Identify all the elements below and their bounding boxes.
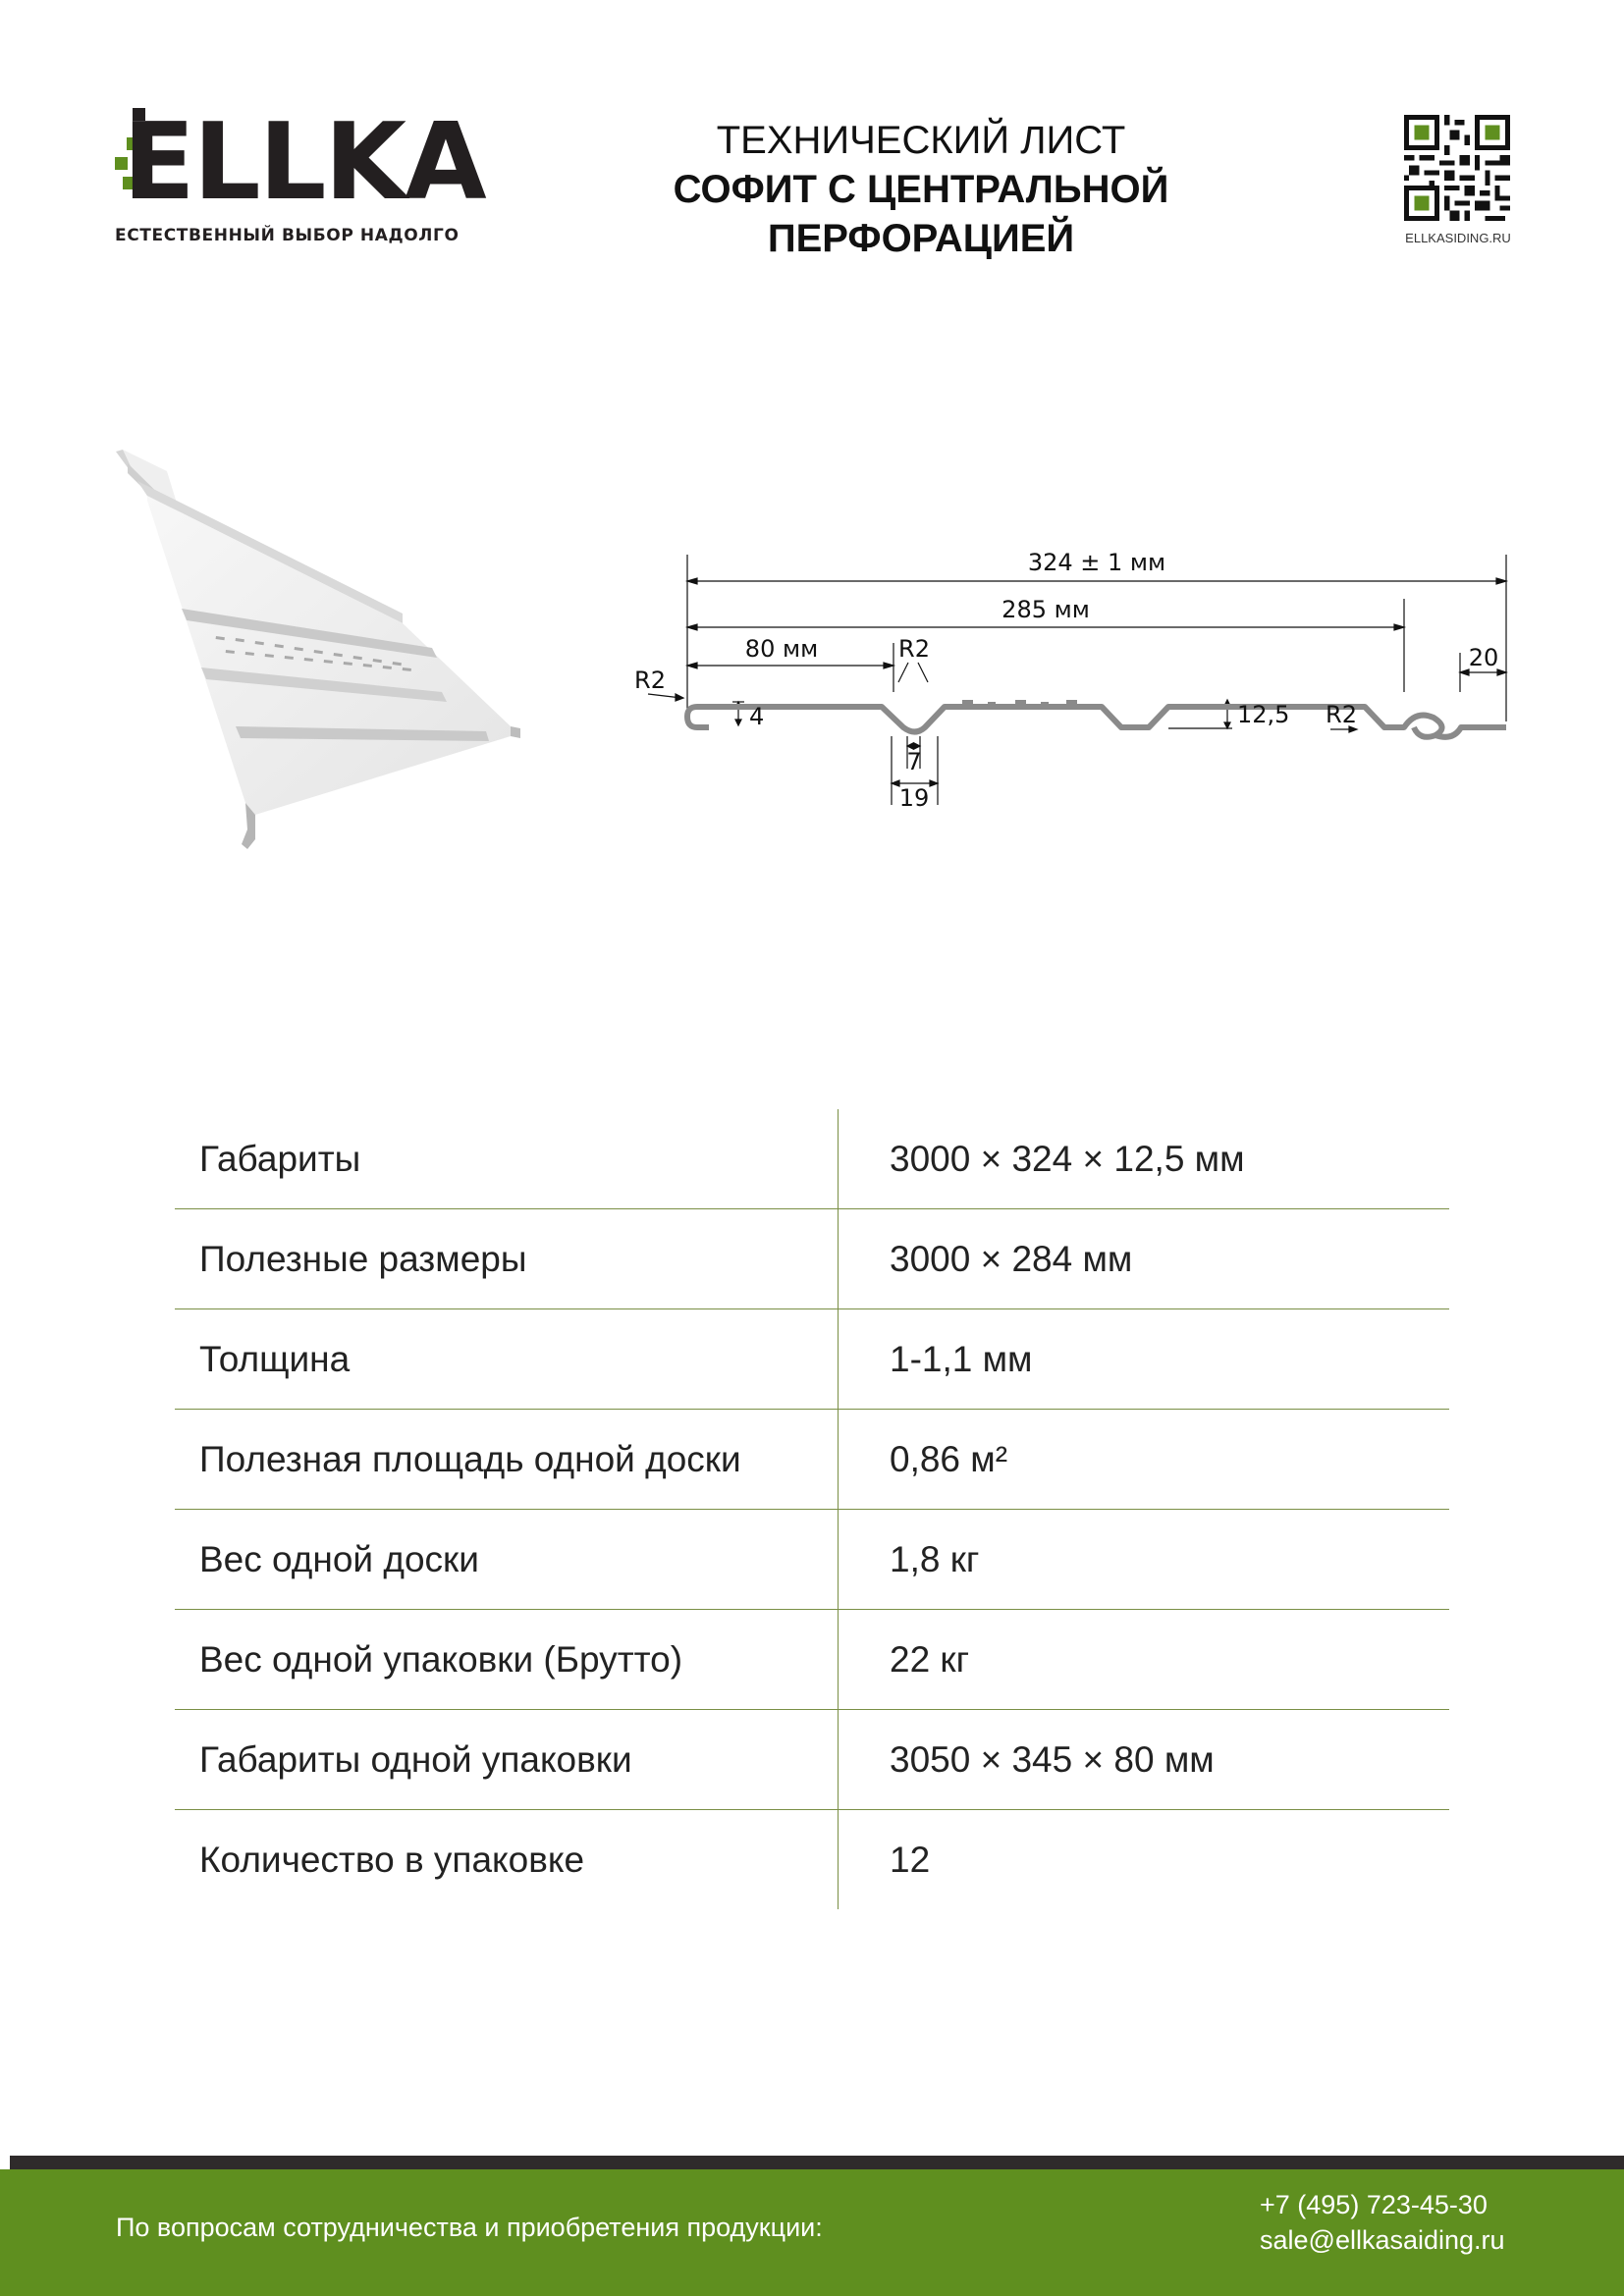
table-row	[175, 1710, 1449, 1810]
spec-value: 1-1,1 мм	[839, 1309, 1450, 1410]
table-row	[175, 1209, 1449, 1309]
logo-wordmark: ELLKA	[123, 101, 485, 224]
table-row	[175, 1410, 1449, 1510]
spec-label: Количество в упаковке	[175, 1810, 839, 1910]
table-row	[175, 1810, 1449, 1910]
dim-radius-left: R2	[634, 667, 666, 694]
spec-value: 1,8 кг	[839, 1510, 1450, 1610]
brand-logo	[115, 101, 485, 247]
spec-label: Полезная площадь одной доски	[175, 1410, 839, 1510]
spec-value: 0,86 м²	[839, 1410, 1450, 1510]
dim-radius-right: R2	[1326, 701, 1357, 728]
dim-lock-width: 20	[1468, 644, 1499, 671]
footer-prompt: По вопросам сотрудничества и приобретения продукции:	[116, 2213, 823, 2242]
spec-label: Вес одной упаковки (Брутто)	[175, 1610, 839, 1710]
footer-email[interactable]: sale@ellkasaiding.ru	[1260, 2225, 1505, 2255]
spec-value: 22 кг	[839, 1610, 1450, 1710]
dim-groove-outer: 19	[898, 784, 930, 812]
dim-radius-top: R2	[898, 635, 930, 663]
spec-value: 12	[839, 1810, 1450, 1910]
logo-tagline: ЕСТЕСТВЕННЫЙ ВЫБОР НАДОЛГО	[115, 226, 460, 245]
title-line-2: СОФИТ С ЦЕНТРАЛЬНОЙ	[673, 168, 1169, 211]
table-row	[175, 1109, 1449, 1209]
dim-useful-width: 285 мм	[1001, 596, 1090, 623]
site-url[interactable]: ELLKASIDING.RU	[1405, 231, 1511, 245]
profile-drawing	[634, 535, 1522, 820]
title-line-3: ПЕРФОРАЦИЕЙ	[767, 217, 1075, 260]
dim-segment: 80 мм	[744, 635, 819, 663]
dim-total-width: 324 ± 1 мм	[1027, 549, 1166, 576]
footer-divider	[10, 2156, 1624, 2169]
qr-code-icon[interactable]	[1404, 115, 1510, 221]
footer-contacts	[1260, 2187, 1505, 2258]
specs-table	[175, 1109, 1449, 1909]
spec-label: Полезные размеры	[175, 1209, 839, 1309]
table-row	[175, 1309, 1449, 1410]
spec-value: 3000 × 284 мм	[839, 1209, 1450, 1309]
spec-label: Толщина	[175, 1309, 839, 1410]
spec-value: 3000 × 324 × 12,5 мм	[890, 1138, 1245, 1179]
spec-value: 3050 × 345 × 80 мм	[839, 1710, 1450, 1810]
spec-label: Вес одной доски	[175, 1510, 839, 1610]
title-line-1: ТЕХНИЧЕСКИЙ ЛИСТ	[716, 119, 1126, 162]
dim-depth-small: 4	[749, 703, 765, 730]
dim-groove-inner: 7	[906, 748, 922, 775]
footer	[0, 2169, 1624, 2296]
spec-label: Габариты одной упаковки	[175, 1710, 839, 1810]
table-row	[175, 1510, 1449, 1610]
soffit-panel-image	[108, 442, 530, 864]
table-row	[175, 1610, 1449, 1710]
spec-label: Габариты	[175, 1109, 839, 1209]
document-title	[550, 116, 1292, 263]
footer-phone[interactable]: +7 (495) 723-45-30	[1260, 2190, 1488, 2219]
dim-depth-large: 12,5	[1237, 701, 1290, 728]
